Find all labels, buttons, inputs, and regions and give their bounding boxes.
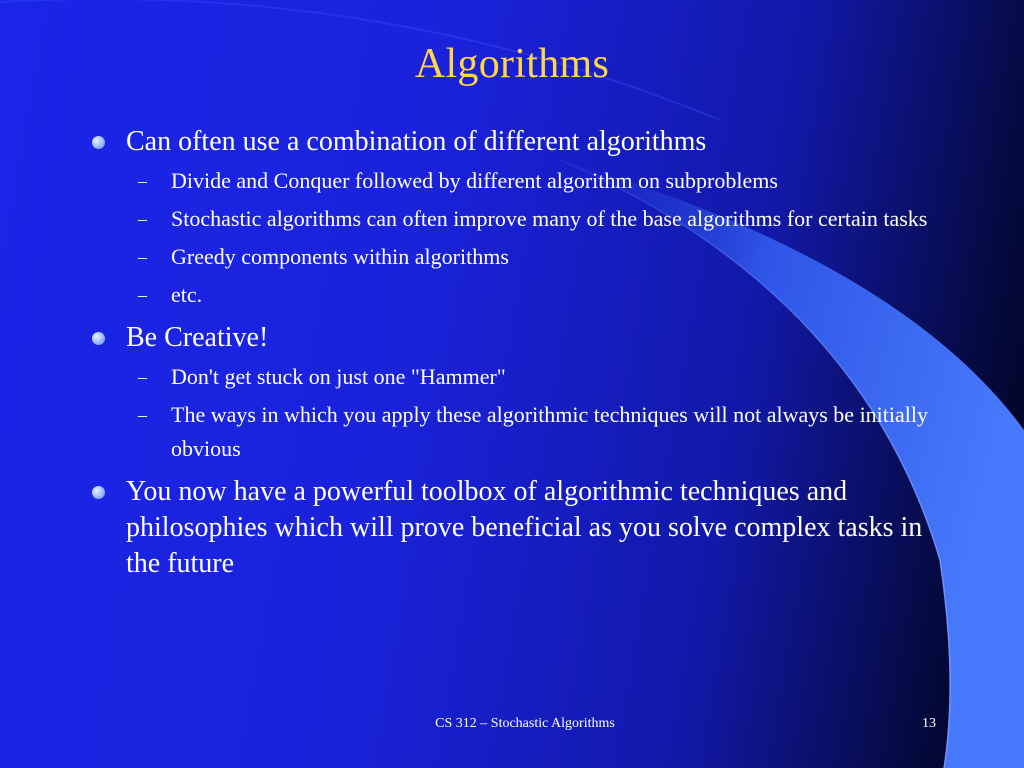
slide-content	[90, 118, 950, 582]
sub-bullet-text: Don't get stuck on just one "Hammer"	[171, 364, 506, 389]
bullet-dot-icon	[92, 136, 105, 149]
sub-bullet	[90, 202, 950, 236]
bullet-toolbox	[90, 474, 950, 582]
bullet-dot-icon	[92, 332, 105, 345]
sub-bullet	[90, 360, 950, 394]
footer-course-title: CS 312 – Stochastic Algorithms	[435, 716, 615, 731]
bullet-text: Be Creative!	[126, 322, 269, 353]
slide-title: Algorithms	[414, 41, 610, 87]
sub-list-combination	[90, 164, 950, 312]
sub-list-be-creative	[90, 360, 950, 466]
dash-icon: –	[138, 171, 147, 191]
sub-bullet-text: Greedy components within algorithms	[171, 244, 509, 269]
dash-icon: –	[138, 209, 147, 229]
dash-icon: –	[138, 405, 147, 425]
sub-bullet	[90, 164, 950, 198]
bullet-combination	[90, 124, 950, 160]
bullet-be-creative	[90, 320, 950, 356]
sub-bullet-text: Divide and Conquer followed by different algorithm on subproblems	[171, 168, 778, 193]
sub-bullet	[90, 240, 950, 274]
sub-bullet-text: The ways in which you apply these algorithmic techniques will not always be initially obvious	[171, 402, 929, 461]
sub-bullet-text: Stochastic algorithms can often improve many of the base algorithms for certain tasks	[171, 206, 928, 231]
sub-bullet-text: etc.	[171, 282, 203, 307]
dash-icon: –	[138, 367, 147, 387]
bullet-text: Can often use a combination of different algorithms	[126, 126, 707, 157]
sub-bullet	[90, 398, 950, 466]
dash-icon: –	[138, 285, 147, 305]
page-number: 13	[922, 716, 936, 731]
dash-icon: –	[138, 247, 147, 267]
bullet-text: You now have a powerful toolbox of algorithmic techniques and philosophies which will prove beneficial as you solve complex tasks in the future	[126, 476, 923, 579]
sub-bullet	[90, 278, 950, 312]
bullet-dot-icon	[92, 486, 105, 499]
